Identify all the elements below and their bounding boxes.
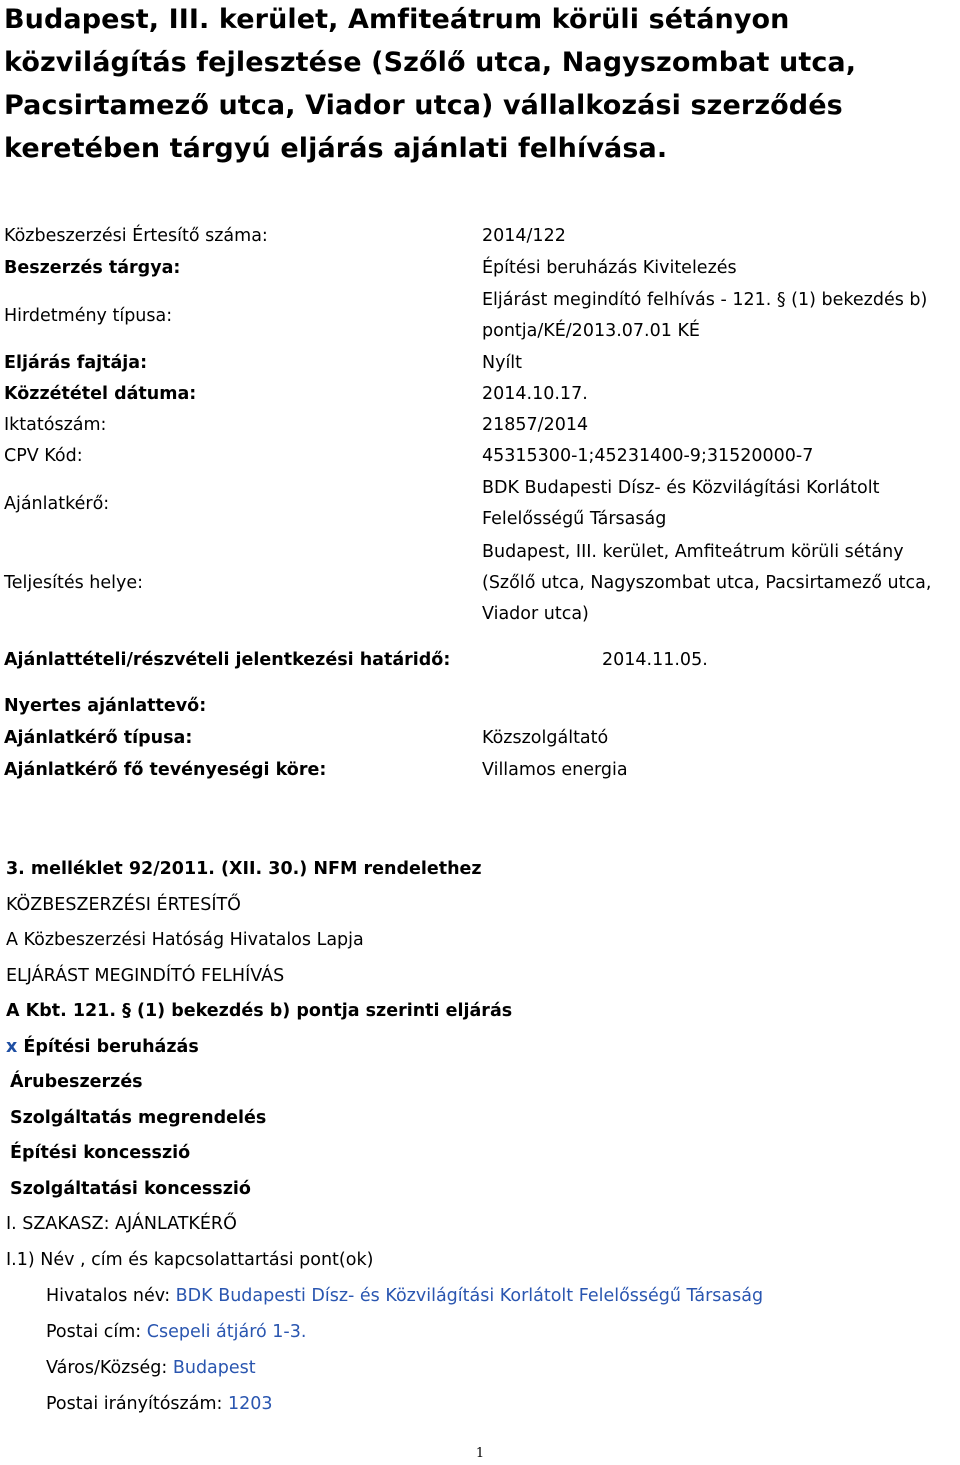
notice-metadata (4, 220, 956, 786)
meta-value: Nyílt (482, 353, 523, 373)
postcode-line (6, 1386, 946, 1422)
meta-value: Budapest, III. kerület, Amfiteátrum körüli sétány (Szőlő utca, Nagyszombat utca, Pacsirtamező utca, Viador utca) (482, 541, 932, 624)
meta-value: 2014.10.17. (482, 384, 588, 404)
meta-row-procedure (4, 348, 956, 379)
meta-label: Közzététel dátuma: (4, 384, 197, 404)
meta-label: CPV Kód: (4, 446, 83, 466)
meta-row-subject (4, 253, 956, 284)
subsection-heading: I.1) Név , cím és kapcsolattartási pont(ok) (6, 1249, 374, 1270)
procurement-type-label: Építési beruházás (23, 1036, 199, 1057)
postal-address-value: Csepeli átjáró 1-3. (146, 1322, 307, 1342)
meta-row-notice-type (4, 284, 956, 348)
meta-value: Építési beruházás Kivitelezés (482, 258, 737, 278)
meta-value (482, 690, 956, 722)
section-heading: I. SZAKASZ: AJÁNLATKÉRŐ (6, 1214, 237, 1234)
meta-row-ref (4, 410, 956, 441)
postal-address-line (6, 1314, 946, 1350)
meta-row-authority-type (4, 722, 956, 754)
meta-row-contracting (4, 472, 956, 536)
meta-row-place (4, 536, 956, 630)
meta-value: Közszolgáltató (482, 727, 609, 748)
official-name-line (6, 1278, 946, 1314)
bulletin-name: KÖZBESZERZÉSI ÉRTESÍTŐ (6, 894, 241, 915)
meta-row-winner (4, 690, 956, 722)
meta-label: Iktatószám: (4, 415, 107, 435)
meta-value: 45315300-1;45231400-9;31520000-7 (482, 446, 814, 466)
notice-body (6, 852, 946, 1422)
procurement-type-item: Árubeszerzés (10, 1072, 143, 1092)
journal-name: A Közbeszerzési Hatóság Hivatalos Lapja (6, 930, 364, 950)
meta-row-deadline (4, 630, 956, 690)
meta-row-cpv (4, 441, 956, 472)
meta-label: Ajánlatkérő: (4, 493, 110, 514)
meta-value: 2014.11.05. (602, 649, 708, 670)
notice-heading: ELJÁRÁST MEGINDÍTÓ FELHÍVÁS (6, 965, 285, 986)
meta-value: Eljárást megindító felhívás - 121. § (1) bekezdés b) pontja/KÉ/2013.07.01 KÉ (482, 290, 928, 341)
postcode-value: 1203 (227, 1394, 273, 1414)
postcode-label: Postai irányítószám: (46, 1394, 223, 1414)
procurement-type-item: Szolgáltatás megrendelés (10, 1107, 267, 1128)
postal-address-label: Postai cím: (46, 1322, 142, 1342)
city-label: Város/Község: (46, 1358, 168, 1378)
procurement-type-item: Építési koncesszió (10, 1143, 191, 1163)
meta-value: 21857/2014 (482, 415, 589, 435)
meta-label: Eljárás fajtája: (4, 353, 148, 373)
official-name-label: Hivatalos név: (46, 1286, 171, 1306)
official-name-value: BDK Budapesti Dísz- és Közvilágítási Korlátolt Felelősségű Társaság (175, 1286, 764, 1306)
meta-row-bulletin (4, 220, 956, 253)
procurement-type-item: Szolgáltatási koncesszió (10, 1178, 251, 1199)
legal-basis: A Kbt. 121. § (1) bekezdés b) pontja szerinti eljárás (6, 1001, 513, 1021)
checked-mark: x (6, 1036, 18, 1057)
meta-label: Nyertes ajánlattevő: (4, 695, 207, 716)
meta-label: Hirdetmény típusa: (4, 305, 173, 326)
meta-label: Közbeszerzési Értesítő száma: (4, 226, 268, 246)
meta-row-activity (4, 754, 956, 786)
meta-value: 2014/122 (482, 226, 566, 246)
meta-label: Beszerzés tárgya: (4, 258, 181, 278)
meta-value: BDK Budapesti Dísz- és Közvilágítási Korlátolt Felelősségű Társaság (482, 478, 880, 529)
document-title: Budapest, III. kerület, Amfiteátrum körüli sétányon közvilágítás fejlesztése (Szőlő utca, Nagyszombat utca, Pacsirtamező utca, Viador utca) vállalkozási szerződés keretében tárgyú eljárás ajánlati felhívása. (4, 4, 857, 164)
city-line (6, 1350, 946, 1386)
annex-reference: 3. melléklet 92/2011. (XII. 30.) NFM rendelethez (6, 859, 482, 879)
page-number: 1 (475, 1446, 485, 1461)
meta-label: Ajánlatkérő fő tevényeségi köre: (4, 759, 327, 780)
meta-label: Teljesítés helye: (4, 572, 144, 593)
meta-value: Villamos energia (482, 759, 628, 780)
meta-label: Ajánlatkérő típusa: (4, 727, 193, 748)
meta-label: Ajánlattételi/részvételi jelentkezési határidő: (4, 649, 451, 670)
procurement-type-item (6, 1030, 946, 1066)
city-value: Budapest (172, 1358, 256, 1378)
meta-row-publication (4, 379, 956, 410)
